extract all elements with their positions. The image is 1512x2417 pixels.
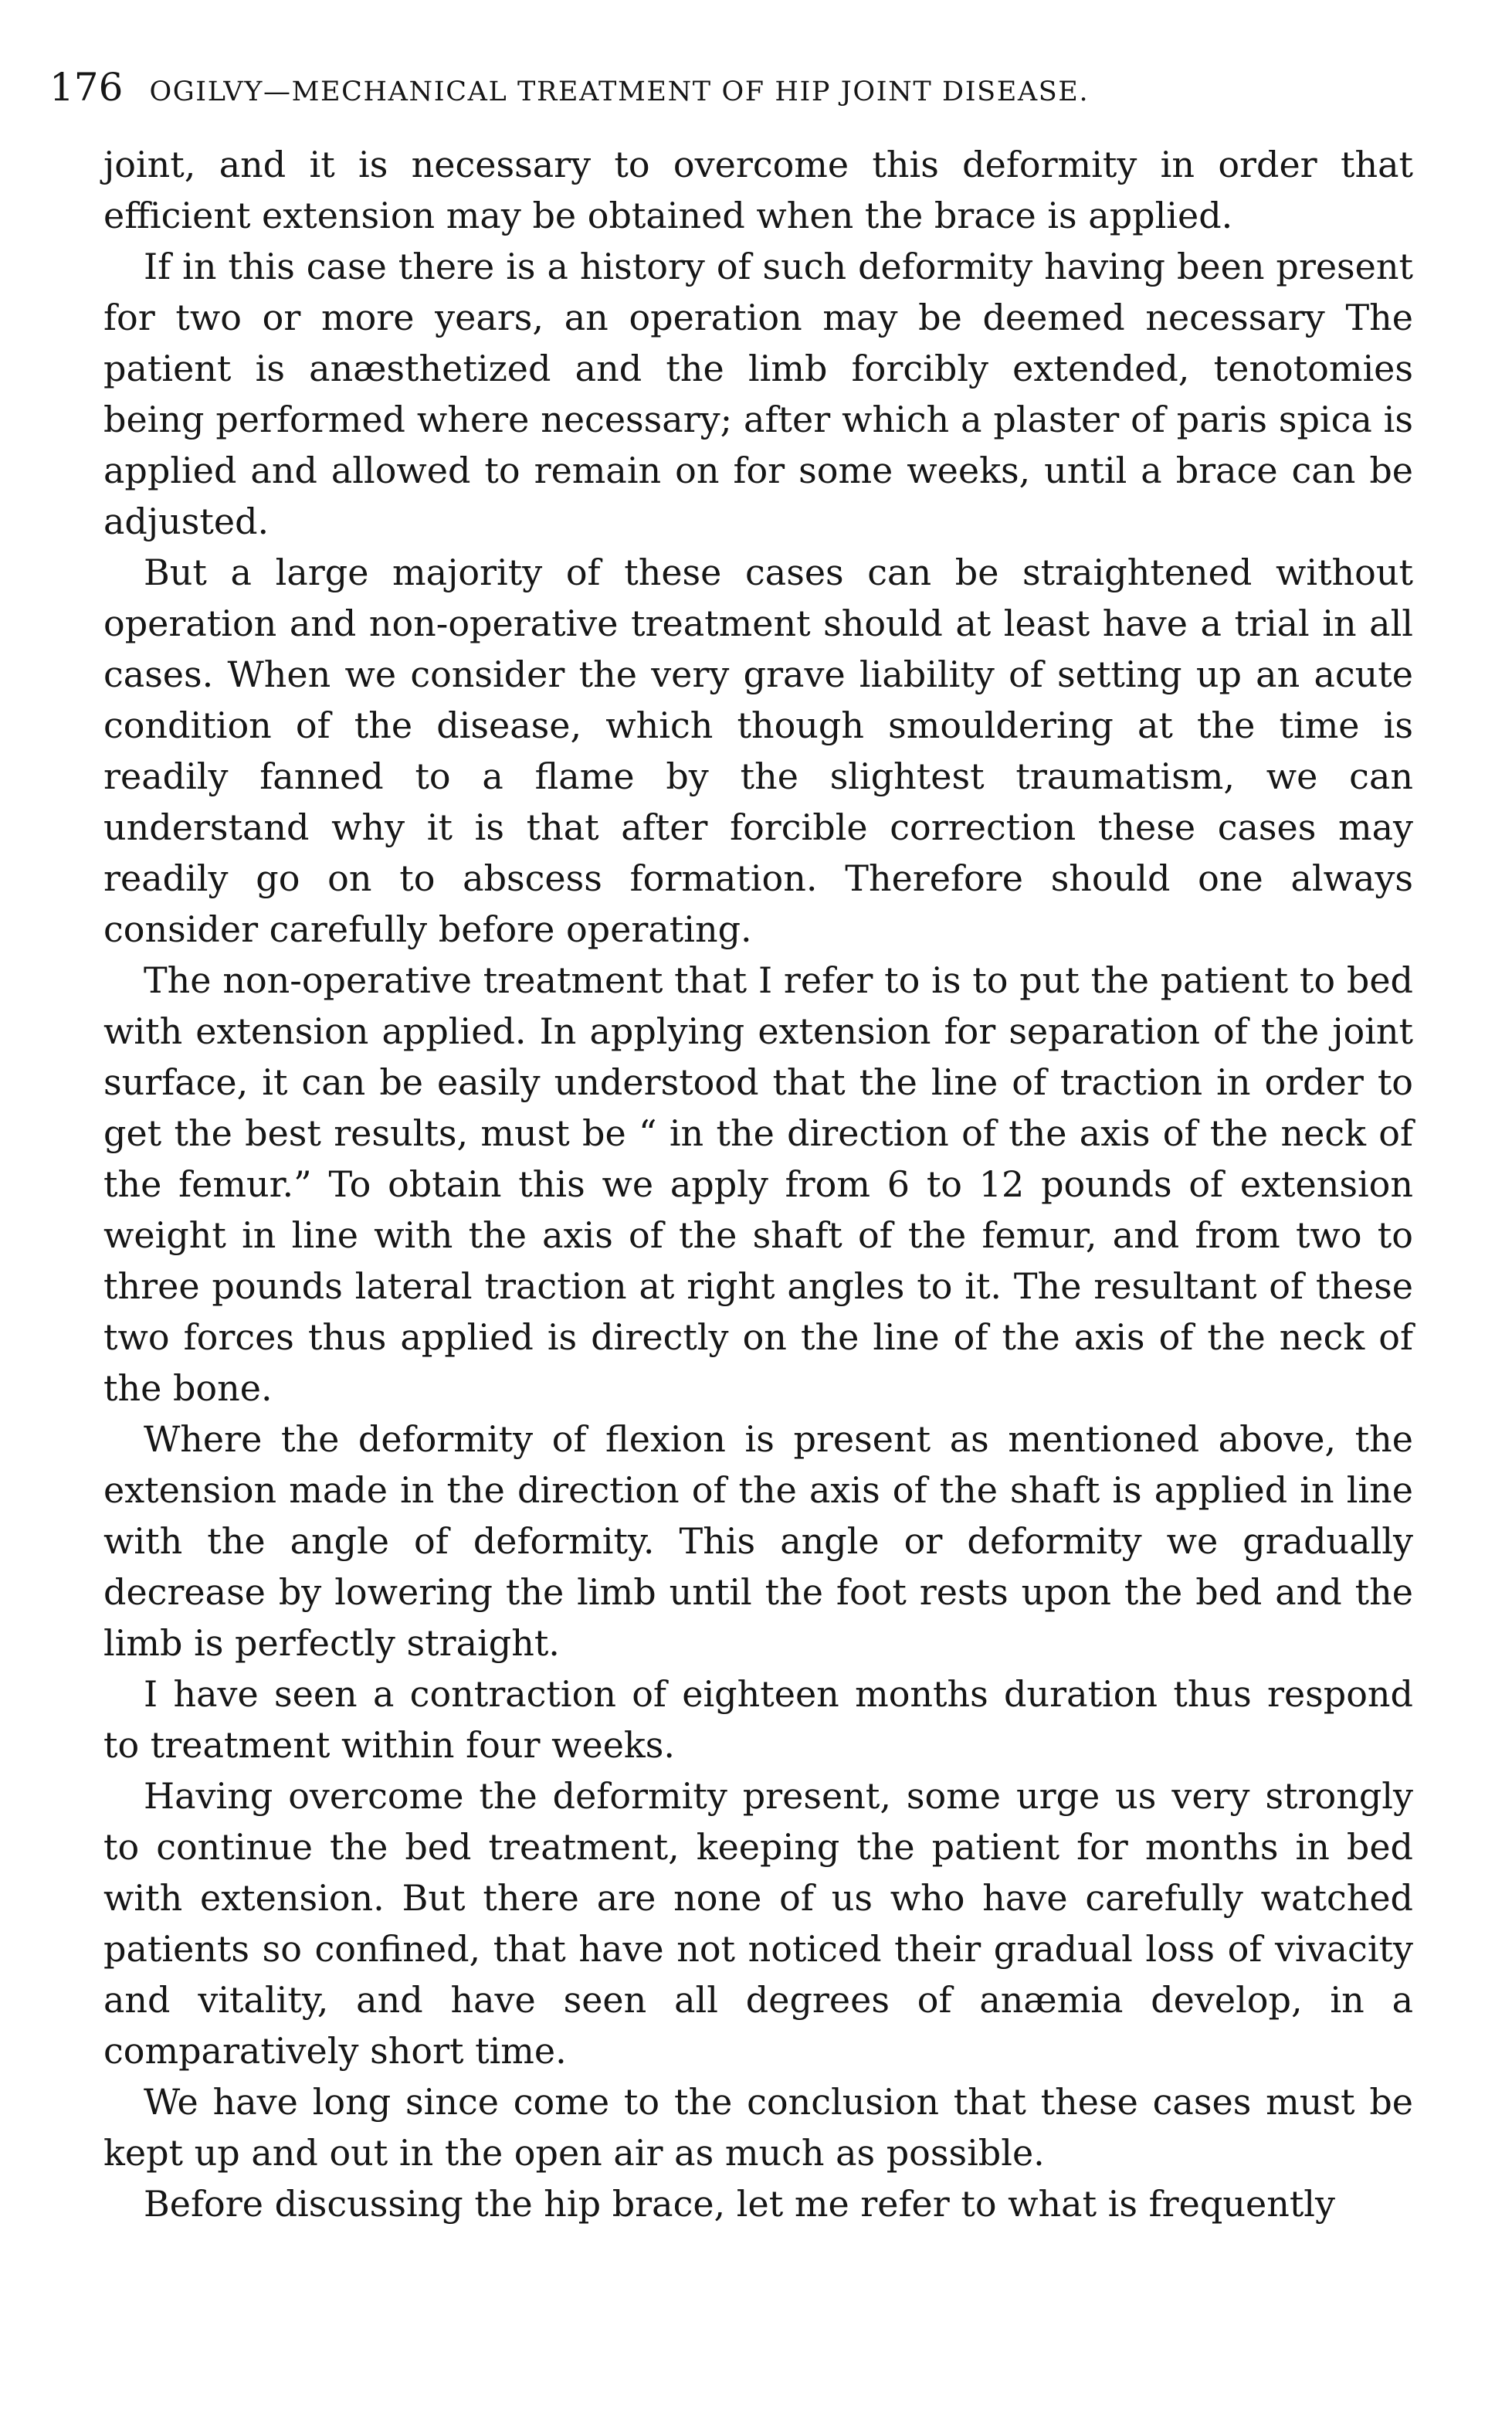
paragraph: We have long since come to the conclusion that these cases must be kept up and out in the open air as much as possible. [103,2081,1413,2174]
paragraph: Having overcome the deformity present, some urge us very strongly to continue the bed treatment, keeping the patient for months in bed with extension. But there are none of us who have carefully watched patients so confined, that have not noticed their gradual loss of vivacity and vitality, and have seen all degrees of anæmia develop, in a comparatively short time. [103,1775,1413,2072]
running-header [49,65,1409,110]
paragraph: Where the deformity of flexion is present as mentioned above, the extension made in the direction of the axis of the shaft is applied in line with the angle of deformity. This angle or deformity we gradually decrease by lowering the limb until the foot rests upon the bed and the limb is perfectly straight. [103,1418,1413,1664]
paragraph-runs-on: Before discussing the hip brace, let me refer to what is frequently [144,2183,1335,2225]
page-number: 176 [49,65,124,110]
paragraph: The non-operative treatment that I refer to is to put the patient to bed with extension applied. In applying extension for separation of the joint surface, it can be easily understood that the line of traction in order to get the best results, must be “ in the direction of the axis of the neck of the femur.” To obtain this we apply from 6 to 12 pounds of extension weight in line with the axis of the shaft of the femur, and from two to three pounds lateral traction at right angles to it. The resultant of these two forces thus applied is directly on the line of the axis of the neck of the bone. [103,959,1413,1409]
paragraph: If in this case there is a history of such deformity having been present for two or more years, an operation may be deemed necessary The patient is anæsthetized and the limb forcibly extended, tenotomies being performed where necessary; after which a plaster of paris spica is applied and allowed to remain on for some weeks, until a brace can be adjusted. [103,246,1413,542]
article-body [103,139,1413,2229]
paragraph: I have seen a contraction of eighteen months duration thus respond to treatment within four weeks. [103,1673,1413,1766]
paragraph-continued: joint, and it is necessary to overcome this deformity in order that efficient extension may be obtained when the brace is applied. [103,144,1413,236]
paragraph: But a large majority of these cases can be straightened without operation and non-operative treatment should at least have a trial in all cases. When we consider the very grave liability of setting up an acute condition of the disease, which though smouldering at the time is readily fanned to a flame by the slightest traumatism, we can understand why it is that after forcible correction these cases may readily go on to abscess formation. Therefore should one always consider carefully before operating. [103,552,1413,950]
running-title: OGILVY—MECHANICAL TREATMENT OF HIP JOINT DISEASE. [149,76,1090,107]
